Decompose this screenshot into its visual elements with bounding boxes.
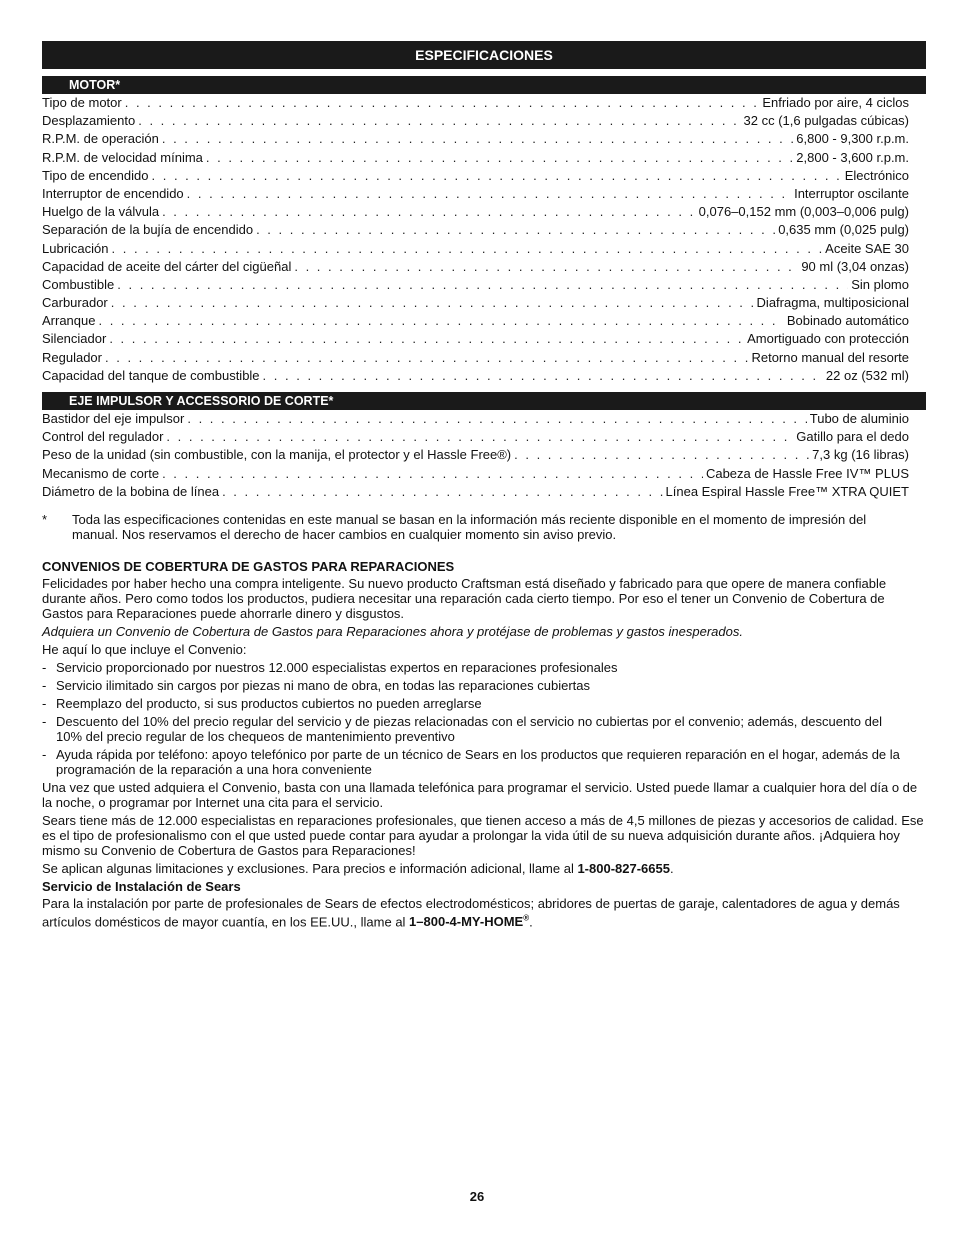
dot-leader [162,203,696,221]
agreements-sears: Sears tiene más de 12.000 especialistas en reparaciones profesionales, que tienen acceso a más de 4,5 millones de piezas y accesorios de calidad. Ese es el tipo de profesionalismo con el que usted puede contar para ayudar a prolongar la vida útil de su nueva adquisición durante años. ¡Adquiera hoy mismo su Convenio de Cobertura de Gastos para Reparaciones! [42,812,924,858]
limits-phone: 1-800-827-6655 [577,860,670,876]
spec-label: Silenciador [42,331,107,347]
footnote [42,512,912,542]
spec-value: 2,800 - 3,600 r.p.m. [796,149,909,165]
dot-leader [138,112,740,130]
agreements-heading: CONVENIOS DE COBERTURA DE GASTOS PARA REPARACIONES [42,558,455,574]
dot-leader [187,410,806,428]
spec-row [42,428,909,446]
spec-label: Capacidad de aceite del cárter del cigüeñal [42,258,292,274]
dot-leader [152,167,842,185]
spec-row [42,410,909,428]
dot-leader [112,240,823,258]
spec-value: 90 ml (3,04 onzas) [801,258,909,274]
spec-label: Carburador [42,295,108,311]
spec-row [42,185,909,203]
spec-label: Desplazamiento [42,113,136,129]
bullet-text: Ayuda rápida por teléfono: apoyo telefónico por parte de un técnico de Sears en los productos que requieren reparación en el hogar, además de la programación de la reparación a una hora conveniente [56,746,900,777]
spec-row [42,465,909,483]
spec-row [42,112,909,130]
list-item [42,714,902,744]
list-item [42,696,902,711]
dot-leader [109,330,744,348]
spec-value: Sin plomo [851,276,909,292]
dot-leader [162,130,793,148]
spec-label: R.P.M. de velocidad mínima [42,149,203,165]
spec-value: Tubo de aluminio [809,411,909,426]
dot-leader [125,94,760,112]
agreements-limits [42,861,926,876]
dot-leader [294,258,798,276]
drive-spec-list [42,410,926,501]
spec-label: Separación de la bujía de encendido [42,222,254,238]
dot-leader [514,446,809,464]
spec-value: Enfriado por aire, 4 ciclos [762,95,909,110]
spec-row [42,349,909,367]
spec-label: Regulador [42,349,102,365]
spec-value: Electrónico [844,167,909,183]
dot-leader [222,483,662,501]
bullet-mark: - [42,713,47,729]
page-title: ESPECIFICACIONES [42,41,926,69]
spec-row [42,203,909,221]
installation-text [42,896,926,929]
limits-end: . [669,860,674,876]
spec-value: Bobinado automático [786,313,909,329]
dot-leader [166,428,793,446]
spec-row [42,294,909,312]
spec-label: Huelgo de la válvula [42,204,160,220]
spec-row [42,221,909,239]
installation-phone: 1–800-4-MY-HOME® [409,913,530,930]
dot-leader [117,276,848,294]
bullet-mark: - [42,746,47,762]
spec-value: Amortiguado con protección [747,331,909,347]
spec-value: Gatillo para el dedo [796,429,909,445]
spec-value: Línea Espiral Hassle Free™ XTRA QUIET [665,483,909,499]
spec-label: Tipo de motor [42,95,122,110]
dot-leader [162,465,703,483]
dot-leader [187,185,791,203]
spec-value: 7,3 kg (16 libras) [812,447,909,463]
spec-value: Interruptor oscilante [794,185,909,201]
spec-row [42,446,909,464]
spec-label: Control del regulador [42,429,164,445]
spec-value: 6,800 - 9,300 r.p.m. [796,131,909,147]
dot-leader [206,149,793,167]
spec-label: Capacidad del tanque de combustible [42,367,260,383]
spec-label: Lubricación [42,240,109,256]
dot-leader [105,349,748,367]
spec-label: Arranque [42,313,96,329]
bullet-text: Servicio proporcionado por nuestros 12.000 especialistas expertos en reparaciones profesionales [56,659,618,675]
drive-section-title: EJE IMPULSOR Y ACCESSORIO DE CORTE* [42,392,926,410]
spec-value: 0,635 mm (0,025 pulg) [778,222,909,238]
spec-label: Bastidor del eje impulsor [42,411,185,426]
spec-row [42,149,909,167]
agreements-italic: Adquiera un Convenio de Cobertura de Gastos para Reparaciones ahora y protéjase de problemas y gastos inesperados. [42,623,743,639]
list-item [42,747,902,777]
dot-leader [263,367,823,385]
spec-row [42,258,909,276]
spec-value: 22 oz (532 ml) [825,367,909,383]
installation-heading: Servicio de Instalación de Sears [42,878,241,894]
bullet-text: Servicio ilimitado sin cargos por piezas ni mano de obra, en todas las reparaciones cubiertas [56,677,591,693]
spec-row [42,312,909,330]
spec-row [42,167,909,185]
installation-end: . [529,914,533,930]
spec-value: 32 cc (1,6 pulgadas cúbicas) [743,113,909,129]
spec-label: Interruptor de encendido [42,185,184,201]
spec-row [42,483,909,501]
spec-row [42,94,909,112]
agreements-bullet-list [42,660,926,777]
dot-leader [256,221,775,239]
spec-label: Diámetro de la bobina de línea [42,483,220,499]
motor-spec-list [42,94,926,385]
footnote-text: Toda las especificaciones contenidas en este manual se basan en la información más reciente disponible en el momento de impresión del manual. Nos reservamos el derecho de hacer cambios en cualquier momento sin aviso previo. [72,511,867,542]
page-number: 26 [469,1189,485,1204]
bullet-text: Reemplazo del producto, si sus productos cubiertos no pueden arreglarse [56,695,482,711]
bullet-mark: - [42,695,47,711]
spec-value: Diafragma, multiposicional [756,295,909,311]
list-item [42,678,902,693]
installation-body: Para la instalación por parte de profesionales de Sears de efectos electrodomésticos; abridores de puertas de garaje, calentadores de agua y demás artículos domésticos de mayor cuantía, en los EE.UU., llame al [42,895,900,930]
spec-label: Mecanismo de corte [42,465,160,481]
spec-row [42,240,909,258]
dot-leader [111,294,754,312]
limits-text: Se aplican algunas limitaciones y exclusiones. Para precios e información adicional, llame al [42,860,578,876]
spec-row [42,276,909,294]
document-page [42,41,926,932]
agreements-once: Una vez que usted adquiera el Convenio, basta con una llamada telefónica para programar el servicio. Usted puede llamar a cualquier hora del día o de la noche, o programar por Internet una cita para el servicio. [42,779,918,810]
spec-label: Peso de la unidad (sin combustible, con la manija, el protector y el Hassle Free®) [42,447,512,463]
bullet-text: Descuento del 10% del precio regular del servicio y de piezas relacionadas con el servicio no cubiertas por el convenio; además, descuento del 10% del precio regular de los chequeos de mantenimiento preventivo [56,713,882,744]
spec-row [42,367,909,385]
spec-label: Tipo de encendido [42,167,149,183]
bullet-mark: - [42,677,47,693]
agreements-includes: He aquí lo que incluye el Convenio: [42,641,247,657]
spec-value: Cabeza de Hassle Free IV™ PLUS [705,465,909,481]
list-item [42,660,902,675]
motor-section-title: MOTOR* [42,76,926,94]
footnote-mark: * [42,511,48,527]
spec-value: Aceite SAE 30 [825,240,909,256]
spec-value: 0,076–0,152 mm (0,003–0,006 pulg) [698,204,909,220]
spec-value: Retorno manual del resorte [751,349,909,365]
spec-row [42,330,909,348]
spec-row [42,130,909,148]
dot-leader [98,312,783,330]
spec-label: R.P.M. de operación [42,131,159,147]
spec-label: Combustible [42,276,115,292]
bullet-mark: - [42,659,47,675]
agreements-intro: Felicidades por haber hecho una compra inteligente. Su nuevo producto Craftsman está diseñado y fabricado para que opere de manera confiable durante años. Pero como todos los productos, pudiera necesitar una reparación cada cierto tiempo. Por eso el tener un Convenio de Cobertura de Gastos para Reparaciones puede ahorrarle dinero y disgustos. [42,575,887,621]
